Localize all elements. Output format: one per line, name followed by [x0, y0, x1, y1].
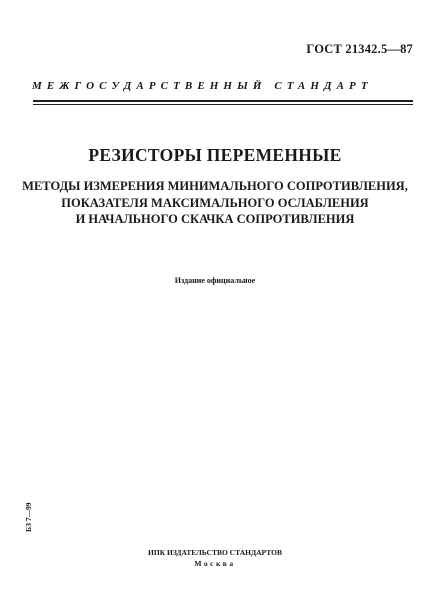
publisher-name: ИПК ИЗДАТЕЛЬСТВО СТАНДАРТОВ	[148, 548, 282, 557]
publisher-city: Москва	[194, 559, 236, 568]
document-title: РЕЗИСТОРЫ ПЕРЕМЕННЫЕ	[88, 145, 342, 165]
document-subtitle	[0, 178, 430, 228]
header-rule-thin	[33, 104, 413, 105]
document-code: ГОСТ 21342.5—87	[306, 42, 413, 56]
subtitle-line: ПОКАЗАТЕЛЯ МАКСИМАЛЬНОГО ОСЛАБЛЕНИЯ	[61, 195, 369, 210]
subtitle-line: МЕТОДЫ ИЗМЕРЕНИЯ МИНИМАЛЬНОГО СОПРОТИВЛЕНИЯ,	[22, 179, 408, 193]
subtitle-line: И НАЧАЛЬНОГО СКАЧКА СОПРОТИВЛЕНИЯ	[75, 212, 355, 226]
side-code: БЗ 7—99	[24, 502, 33, 532]
standard-type-header: МЕЖГОСУДАРСТВЕННЫЙ СТАНДАРТ	[32, 80, 373, 92]
header-rule-thick	[33, 100, 413, 102]
edition-note: Издание официальное	[174, 276, 256, 285]
